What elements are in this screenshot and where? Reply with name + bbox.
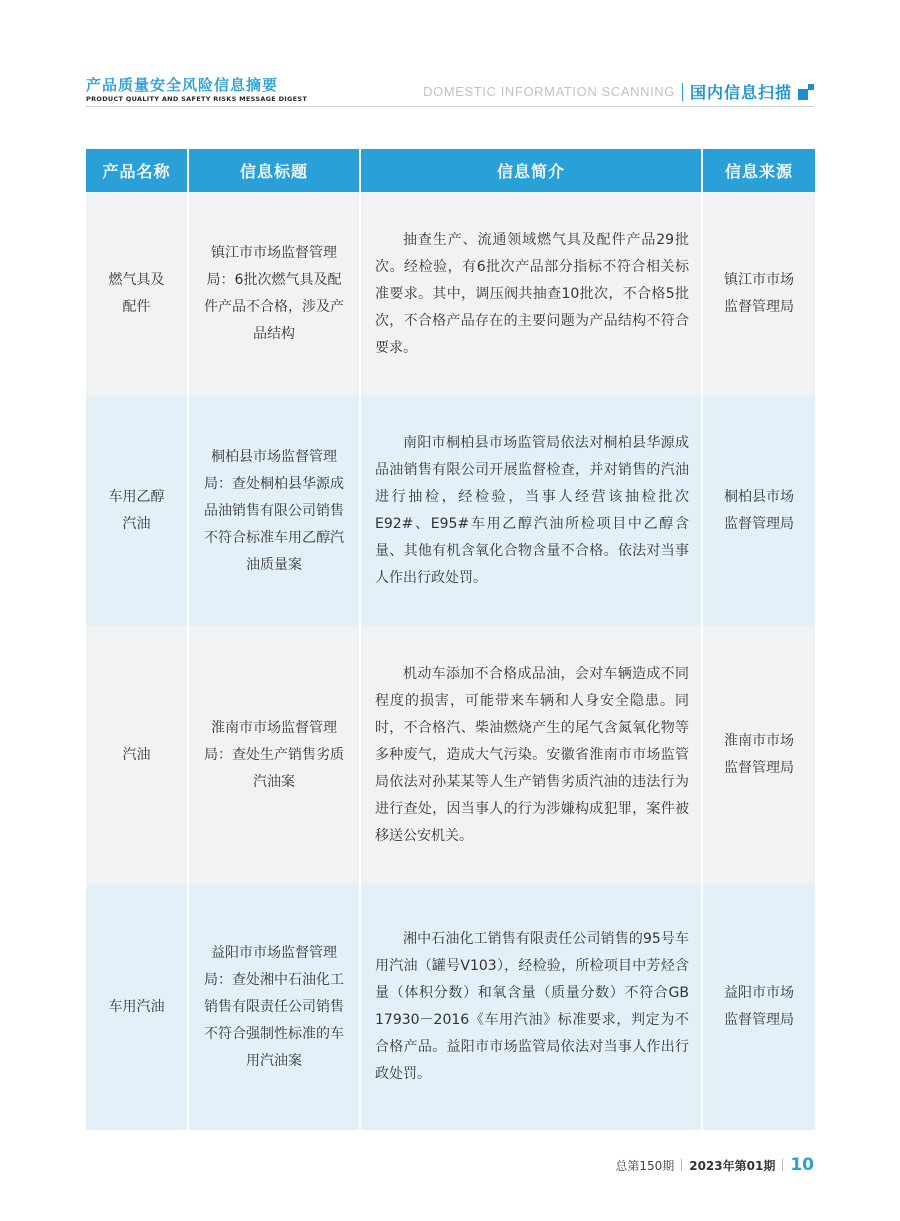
header-divider — [682, 83, 683, 101]
header-info-source: 信息来源 — [702, 149, 815, 192]
info-source-cell: 益阳市市场监督管理局 — [724, 985, 794, 1028]
magazine-brand — [86, 76, 307, 103]
info-intro-cell: 南阳市桐柏县市场监管局依法对桐柏县华源成品油销售有限公司开展监督检查，并对销售的汽油进行抽检，经检验，当事人经营该抽检批次E92#、E95#车用乙醇汽油所检项目中乙醇含量、其他有机含氧化合物含量不合格。依法对当事人作出行政处罚。 — [375, 435, 689, 586]
header-rule — [86, 106, 814, 107]
info-title-cell: 淮南市市场监督管理局：查处生产销售劣质汽油案 — [204, 719, 344, 790]
info-source-cell: 淮南市市场监督管理局 — [724, 733, 794, 776]
corner-square-icon — [798, 84, 814, 100]
info-source-cell: 镇江市市场监督管理局 — [724, 272, 794, 315]
page-number: 10 — [790, 1155, 814, 1175]
brand-title-en: PRODUCT QUALITY AND SAFETY RISKS MESSAGE DIGEST — [86, 95, 308, 103]
product-name-cell: 汽油 — [122, 746, 151, 763]
total-issue-label: 总第150期 — [615, 1158, 675, 1173]
header-product-name: 产品名称 — [86, 149, 188, 192]
product-name-cell: 车用汽油 — [108, 998, 165, 1015]
product-name-cell: 车用乙醇汽油 — [108, 489, 165, 532]
info-intro-cell: 湘中石油化工销售有限责任公司销售的95号车用汽油（罐号V103），经检验，所检项目中芳烃含量（体积分数）和氧含量（质量分数）不符合GB 17930－2016《车用汽油》标准要求，判定为不合格产品。益阳市市场监管局依法对当事人作出行政处罚。 — [375, 931, 689, 1082]
brand-title-cn: 产品质量安全风险信息摘要 — [86, 76, 279, 94]
table-header-row — [86, 149, 815, 192]
section-heading — [423, 80, 814, 103]
info-title-cell: 桐柏县市场监督管理局：查处桐柏县华源成品油销售有限公司销售不符合标准车用乙醇汽油质量案 — [204, 448, 344, 573]
footer-divider — [681, 1159, 682, 1171]
page-footer — [615, 1155, 814, 1175]
table-row — [86, 192, 815, 396]
info-title-cell: 镇江市市场监督管理局：6批次燃气具及配件产品不合格，涉及产品结构 — [204, 245, 344, 342]
info-intro-cell: 抽查生产、流通领域燃气具及配件产品29批次。经检验，有6批次产品部分指标不符合相关标准要求。其中，调压阀共抽查10批次，不合格5批次，不合格产品存在的主要问题为产品结构不符合要求。 — [375, 231, 689, 356]
table-row — [86, 626, 815, 884]
info-source-cell: 桐柏县市场监督管理局 — [724, 489, 794, 532]
section-title-cn: 国内信息扫描 — [689, 83, 792, 102]
header-info-intro: 信息简介 — [360, 149, 702, 192]
issue-label: 2023年第01期 — [689, 1158, 776, 1173]
table-row — [86, 884, 815, 1130]
header-info-title: 信息标题 — [188, 149, 360, 192]
footer-divider — [782, 1159, 783, 1171]
table-row — [86, 396, 815, 626]
product-name-cell: 燃气具及配件 — [108, 272, 165, 315]
info-intro-cell: 机动车添加不合格成品油，会对车辆造成不同程度的损害，可能带来车辆和人身安全隐患。同时，不合格汽、柴油燃烧产生的尾气含氮氧化物等多种废气，造成大气污染。安徽省淮南市市场监管局依法对孙某某等人生产销售劣质汽油的违法行为进行查处，因当事人的行为涉嫌构成犯罪，案件被移送公安机关。 — [375, 665, 689, 844]
info-title-cell: 益阳市市场监督管理局：查处湘中石油化工销售有限责任公司销售不符合强制性标准的车用汽油案 — [204, 944, 344, 1069]
info-table — [86, 149, 815, 1130]
section-title-en: DOMESTIC INFORMATION SCANNING — [423, 84, 675, 99]
